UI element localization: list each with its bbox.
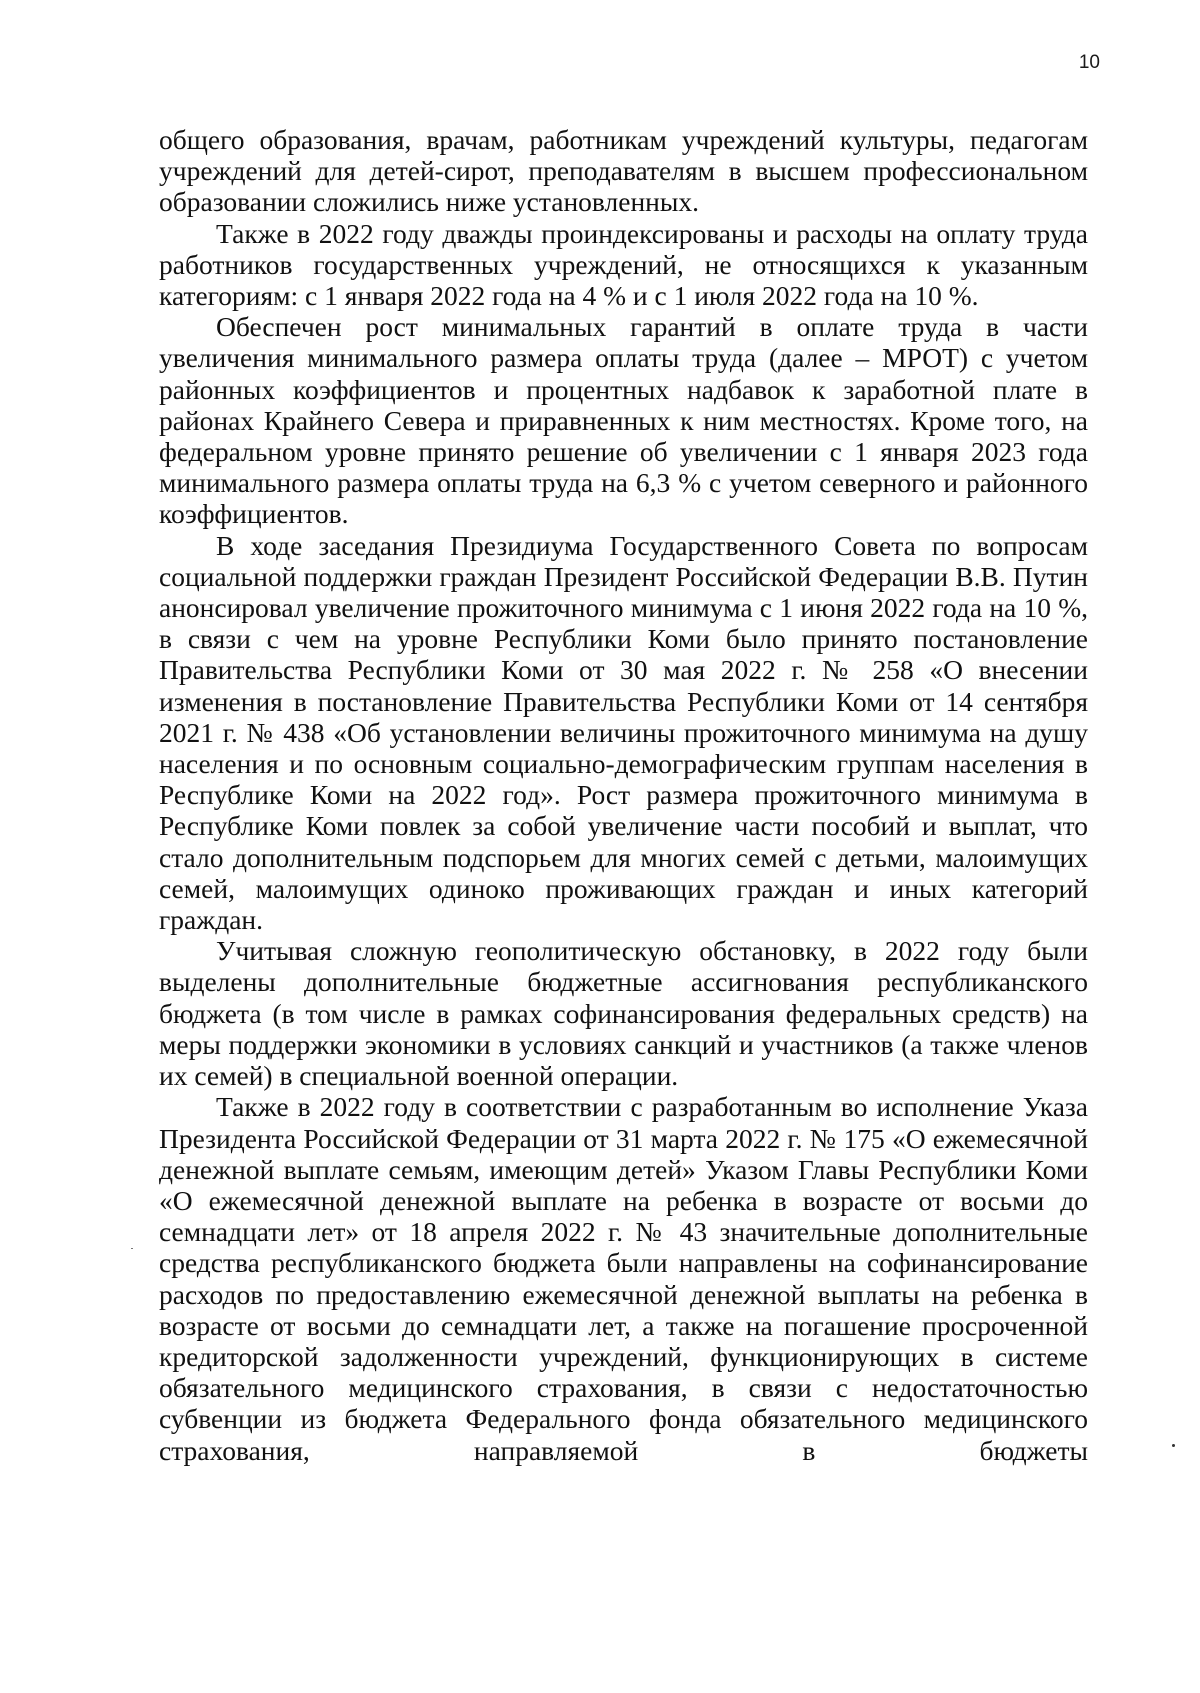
paragraph-monthly-payment: Также в 2022 году в соответствии с разработанным во исполнение Указа Президента Российской Федерации от 31 марта 2022 г. № 175 «О ежемесячной денежной выплате семьям, имеющим детей» Указом Главы Республики Коми «О ежемесячной денежной выплате на ребенка в возрасте от восьми до семнадцати лет» от 18 апреля 2022 г. № 43 значительные дополнительные средства республиканского бюджета были направлены на софинансирование расходов по предоставлению ежемесячной денежной выплаты на ребенка в возрасте от восьми до семнадцати лет, а также на погашение просроченной кредиторской задолженности учреждений, функционирующих в системе обязательного медицинского страхования, в связи с недостаточностью субвенции из бюджета Федерального фонда обязательного медицинского страхования, направляемой в бюджеты [159,1091,1088,1466]
page-number: 10 [1078,52,1100,73]
paragraph-economic-support: Учитывая сложную геополитическую обстановку, в 2022 году были выделены дополнительные бюджетные ассигнования республиканского бюджета (в том числе в рамках софинансирования федеральных средств) на меры поддержки экономики в условиях санкций и участников (а также членов их семей) в специальной военной операции. [159,935,1088,1092]
document-body [159,124,1088,1466]
scan-mark [131,1248,133,1249]
paragraph-mrot: Обеспечен рост минимальных гарантий в оплате труда в части увеличения минимального размера оплаты труда (далее – МРОТ) с учетом районных коэффициентов и процентных надбавок к заработной плате в районах Крайнего Севера и приравненных к ним местностях. Кроме того, на федеральном уровне принято решение об увеличении с 1 января 2023 года минимального размера оплаты труда на 6,3 % с учетом северного и районного коэффициентов. [159,311,1088,530]
scan-speck [1172,1444,1175,1447]
paragraph-continuation: общего образования, врачам, работникам учреждений культуры, педагогам учреждений для детей-сирот, преподавателям в высшем профессиональном образовании сложились ниже установленных. [159,124,1088,218]
paragraph-subsistence-minimum: В ходе заседания Президиума Государственного Совета по вопросам социальной поддержки граждан Президент Российской Федерации В.В. Путин анонсировал увеличение прожиточного минимума с 1 июня 2022 года на 10 %, в связи с чем на уровне Республики Коми было принято постановление Правительства Республики Коми от 30 мая 2022 г. № 258 «О внесении изменения в постановление Правительства Республики Коми от 14 сентября 2021 г. № 438 «Об установлении величины прожиточного минимума на душу населения и по основным социально-демографическим группам населения в Республике Коми на 2022 год». Рост размера прожиточного минимума в Республике Коми повлек за собой увеличение части пособий и выплат, что стало дополнительным подспорьем для многих семей с детьми, малоимущих семей, малоимущих одиноко проживающих граждан и иных категорий граждан. [159,529,1088,936]
paragraph-salary-indexation: Также в 2022 году дважды проиндексированы и расходы на оплату труда работников государственных учреждений, не относящихся к указанным категориям: с 1 января 2022 года на 4 % и с 1 июля 2022 года на 10 %. [159,217,1088,312]
